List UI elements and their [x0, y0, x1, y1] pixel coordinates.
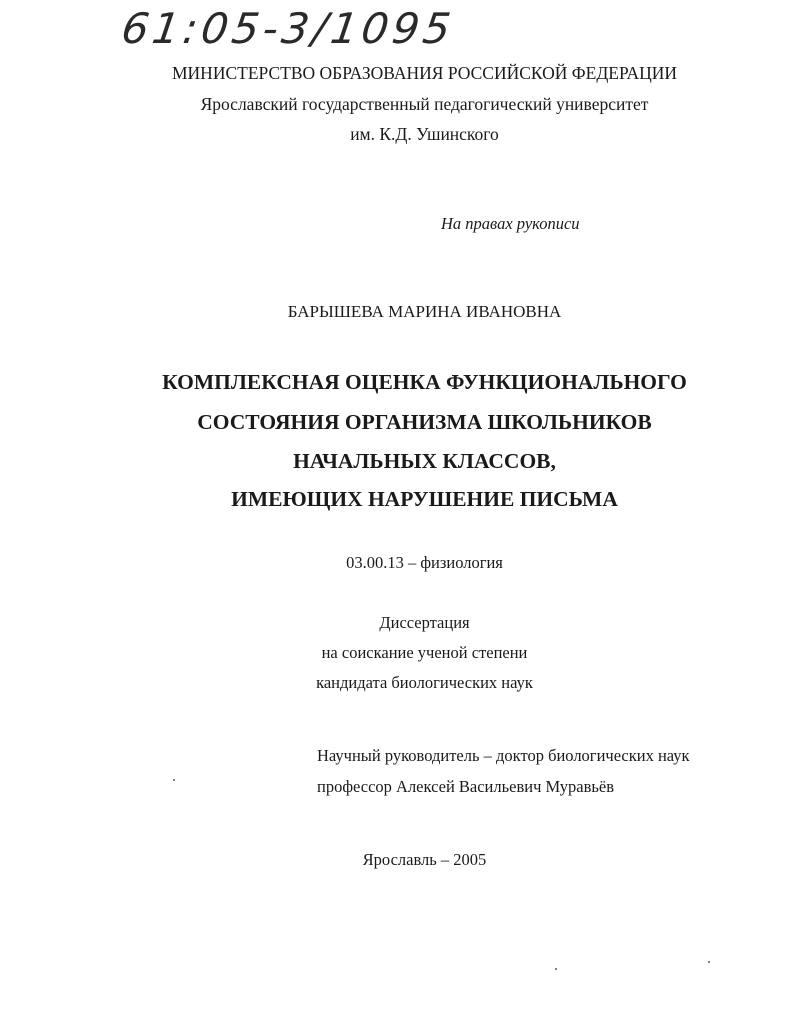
dissertation-degree: кандидата биологических наук: [316, 673, 533, 692]
author-name: БАРЫШЕВА МАРИНА ИВАНОВНА: [287, 302, 562, 321]
supervisor-name: профессор Алексей Васильевич Муравьёв: [317, 777, 615, 796]
scan-speck: [708, 961, 710, 963]
title-line-3: НАЧАЛЬНЫХ КЛАССОВ,: [293, 449, 556, 473]
dissertation-purpose: на соискание ученой степени: [321, 643, 528, 662]
city-year: Ярославль – 2005: [362, 850, 487, 869]
ministry-name: МИНИСТЕРСТВО ОБРАЗОВАНИЯ РОССИЙСКОЙ ФЕДЕРАЦИИ: [171, 63, 677, 83]
rights-note: На правах рукописи: [441, 214, 580, 233]
archive-code-handwritten: 61:05-3/1095: [118, 4, 458, 53]
scan-speck: [173, 779, 175, 781]
title-line-4: ИМЕЮЩИХ НАРУШЕНИЕ ПИСЬМА: [231, 487, 618, 511]
university-name: Ярославский государственный педагогический университет: [200, 94, 649, 114]
specialty-code: 03.00.13 – физиология: [346, 553, 503, 572]
university-named-after: им. К.Д. Ушинского: [350, 124, 499, 144]
scan-speck: [555, 968, 557, 970]
title-line-1: КОМПЛЕКСНАЯ ОЦЕНКА ФУНКЦИОНАЛЬНОГО: [162, 370, 687, 394]
supervisor-title: Научный руководитель – доктор биологических наук: [317, 746, 690, 765]
dissertation-type: Диссертация: [379, 613, 470, 632]
title-line-2: СОСТОЯНИЯ ОРГАНИЗМА ШКОЛЬНИКОВ: [197, 410, 652, 434]
